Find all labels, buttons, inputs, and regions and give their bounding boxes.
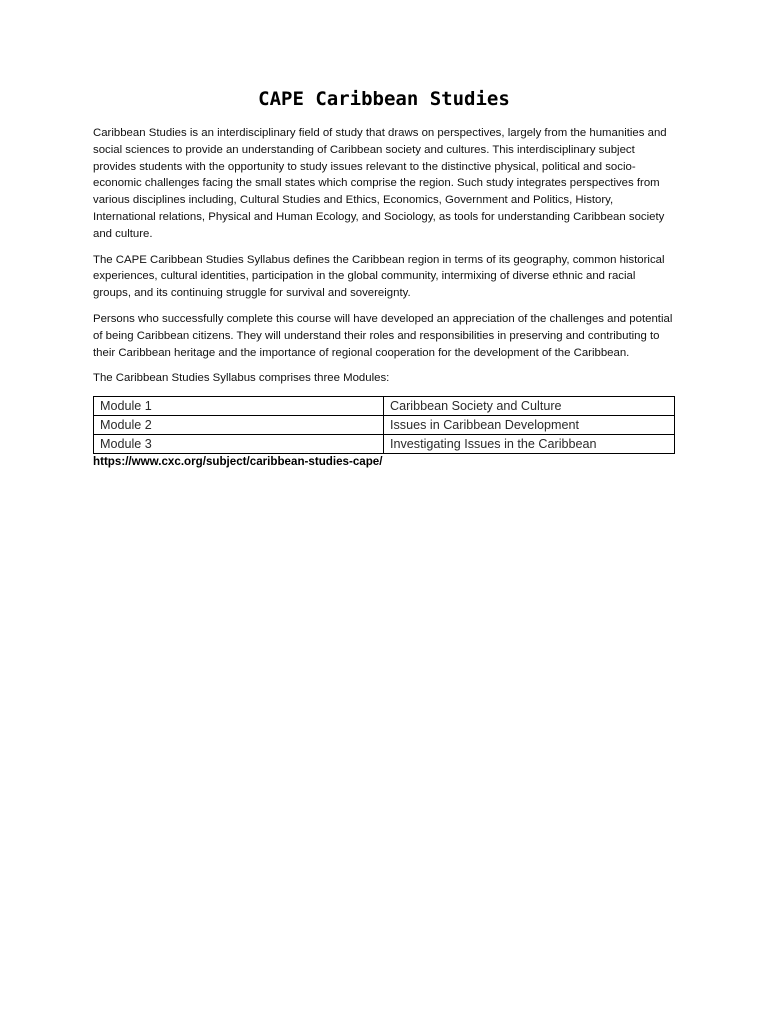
table-row xyxy=(94,435,675,454)
module-name-cell: Investigating Issues in the Caribbean xyxy=(384,435,675,454)
module-number-cell: Module 2 xyxy=(94,416,384,435)
page-title: CAPE Caribbean Studies xyxy=(258,88,510,110)
source-url-link[interactable]: https://www.cxc.org/subject/caribbean-studies-cape/ xyxy=(93,455,383,469)
modules-table xyxy=(93,396,675,454)
module-number-cell: Module 1 xyxy=(94,397,384,416)
module-name-cell: Issues in Caribbean Development xyxy=(384,416,675,435)
syllabus-paragraph: The CAPE Caribbean Studies Syllabus defines the Caribbean region in terms of its geography, common historical experiences, cultural identities, participation in the global community, intermixing of diverse ethnic and racial groups, and its continuing struggle for survival and sovereignty. xyxy=(93,253,665,300)
document-page xyxy=(93,86,675,469)
module-number-cell: Module 3 xyxy=(94,435,384,454)
modules-intro-paragraph: The Caribbean Studies Syllabus comprises three Modules: xyxy=(93,372,390,385)
table-row xyxy=(94,397,675,416)
intro-paragraph: Caribbean Studies is an interdisciplinary field of study that draws on perspectives, largely from the humanities and social sciences to provide an understanding of Caribbean society and cultures. This interdisciplinary subject provides students with the opportunity to study issues relevant to the distinctive physical, political and socio-economic challenges facing the small states which comprise the region. Such study integrates perspectives from various disciplines including, Cultural Studies and Ethics, Economics, Government and Politics, History, International relations, Physical and Human Ecology, and Sociology, as tools for understanding Caribbean society and culture. xyxy=(93,127,667,240)
module-name-cell: Caribbean Society and Culture xyxy=(384,397,675,416)
table-row xyxy=(94,416,675,435)
outcomes-paragraph: Persons who successfully complete this course will have developed an appreciation of the challenges and potential of being Caribbean citizens. They will understand their roles and responsibilities in preserving and contributing to their Caribbean heritage and the importance of regional cooperation for the development of the Caribbean. xyxy=(93,312,673,359)
